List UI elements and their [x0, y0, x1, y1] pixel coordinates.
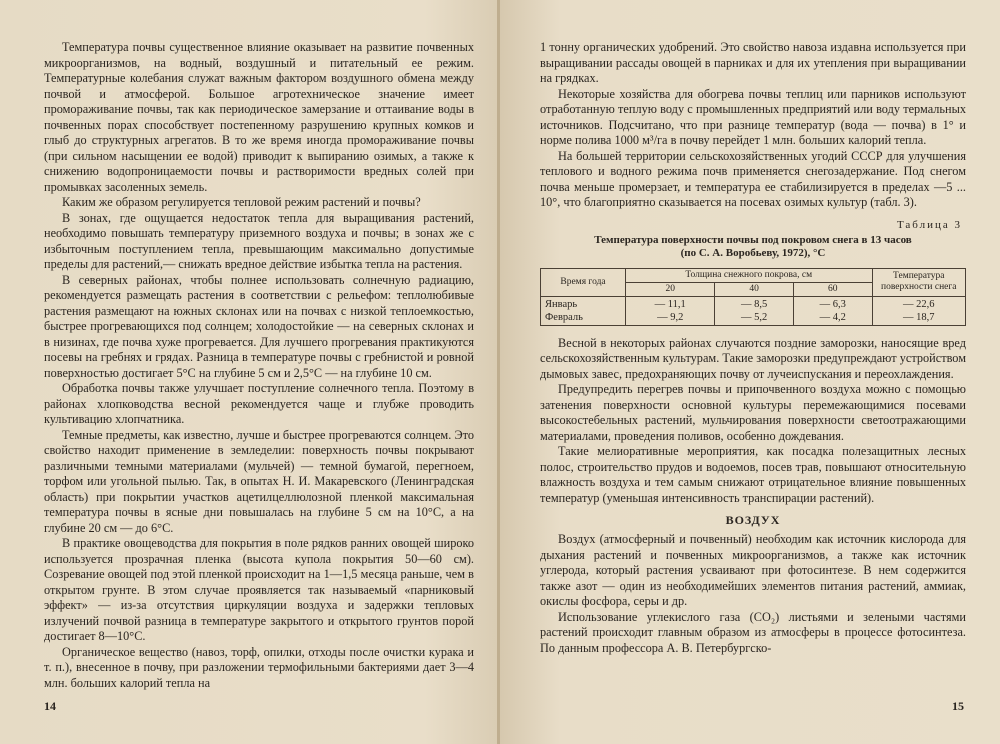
page-number: 15 [952, 699, 964, 713]
paragraph: 1 тонну органических удобрений. Это свойство навоза издавна используется при выращивании рассады овощей в парниках и для их утепления при выращивании на грядках. [540, 40, 966, 85]
paragraph: В северных районах, чтобы полнее использовать солнечную радиацию, рекомендуется размещать растения в соответствии с рельефом: теплолюбивые растения размещают на южных склонах или на почвах с низкой теплоемкостью, быстрее прогревающихся под солнцем; холодостойкие — на северных склонах и в низинах, где почва хуже прогревается. Для лучшего прогревания практикуются посевы на гребнях и грядах. Разница в температуре почвы с гребнистой и ровной поверхностью достигает 5°С на глубине 5 см и 2,5°С — на глубине 10 см. [44, 272, 474, 380]
table-value: — 9,2 [657, 311, 684, 323]
table-cell-month [541, 296, 626, 325]
right-page [500, 0, 1000, 744]
table-row [541, 296, 966, 325]
table-value: — 6,3 [819, 298, 846, 310]
snow-temperature-table [540, 268, 966, 326]
month-label: Январь [545, 298, 578, 310]
table-header-snow-temp: Температура поверхности снега [872, 268, 966, 296]
table-header-season: Время года [541, 268, 626, 296]
month-label: Февраль [545, 311, 583, 323]
paragraph: Некоторые хозяйства для обогрева почвы теплиц или парников используют отработанную теплую воду с промышленных предприятий или воду термальных источников. Подсчитано, что при разнице температур (вода — почва) в 1° и норме полива 1000 м³/га в почву перейдет 1 млн. больших калорий тепла. [540, 86, 966, 147]
table-subheader: 60 [793, 282, 872, 296]
section-title: ВОЗДУХ [725, 513, 781, 527]
paragraph: Темные предметы, как известно, лучше и быстрее прогреваются солнцем. Это свойство находит применение в земледелии: поверхность почвы покрывают различными темными материалами (мульчей) — темной бумагой, перегноем, торфом или угольной пылью. Так, в опытах Н. И. Макаревского (Ленинградская область) при покрытии участков ацетилцеллюлозной пленкой максимальная температура почвы в ясные дни повышалась на глубине 5 см на 10°С, а на глубине 20 см — до 6°С. [44, 427, 474, 535]
paragraph: Обработка почвы также улучшает поступление солнечного тепла. Поэтому в районах хлопководства весной рекомендуется чаще и глубже проводить культивацию хлопчатника. [44, 381, 474, 426]
paragraph: Весной в некоторых районах случаются поздние заморозки, наносящие вред сельскохозяйственным культурам. Такие заморозки предупреждают устройством дымовых завес, предохраняющих почву от лучеиспускания и переохлаждения. [540, 335, 966, 381]
table-caption-line: (по С. А. Воробьеву, 1972), °С [680, 247, 826, 259]
table-cell [793, 296, 872, 325]
table-value: — 11,1 [654, 298, 686, 310]
table-value: — 5,2 [741, 311, 768, 323]
paragraph: Использование углекислого газа (CO₂) листьями и зелеными частями растений происходит главным образом из атмосферы в процессе фотосинтеза. По данным профессора А. В. Петербургско- [540, 609, 966, 655]
table-value: — 18,7 [903, 311, 935, 323]
paragraph: Предупредить перегрев почвы и припочвенного воздуха можно с помощью затенения поверхности основной культуры перемежающимися посевами высокостебельных растений, мульчирования поверхности светоотражающими материалами, проведения поливов, особенно дождевания. [540, 382, 966, 443]
paragraph: В зонах, где ощущается недостаток тепла для выращивания растений, необходимо повышать температуру приземного воздуха и почвы; в зонах же с избыточным поступлением тепла, превышающим максимально допустимые пределы для растений,— снижать вредное действие избытка тепла на растения. [44, 210, 474, 271]
table-caption-line: Температура поверхности почвы под покровом снега в 13 часов [594, 233, 912, 246]
paragraph: На большей территории сельскохозяйственных угодий СССР для улучшения теплового и водного режима почв применяется снегозадержание. Под снегом почва меньше промерзает, и температура ее стабилизируется в пределах —5 ... 10°, что благоприятно сказывается на посевах озимых культур (табл. 3). [540, 148, 966, 209]
table-cell [626, 296, 715, 325]
paragraph: Каким же образом регулируется тепловой режим растений и почвы? [62, 195, 421, 209]
paragraph: Температура почвы существенное влияние оказывает на развитие почвенных микроорганизмов, на водный, воздушный и питательный ее режим. Температурные колебания служат важным фактором воздушного обмена между почвой и атмосферой. Большое агротехническое значение имеет промораживание почвы, так как периодическое замерзание и оттаивание воды в почвенных порах способствует постепенному разрушению крупных комков и глыб до структурных агрегатов. В то же время иногда промораживание почвы (при сильном насыщении ее водой) приводит к выпиранию озимых, а также к снижению водопроницаемости почвы и растворимости вредных солей при промывках засоленных земель. [44, 40, 474, 194]
paragraph: Органическое вещество (навоз, торф, опилки, отходы после очистки курака и т. п.), внесенное в почву, при разложении термофильными бактериями дает 3—4 млн. больших калорий тепла на [44, 644, 474, 690]
table-subheader: 20 [626, 282, 715, 296]
table-cell [872, 296, 966, 325]
paragraph: Воздух (атмосферный и почвенный) необходим как источник кислорода для дыхания растений и почвенных микроорганизмов, а также как источник углерода, который растения усваивают при фотосинтезе. В нем содержится также азот — один из необходимейших элементов питания растений, аммиак, окислы фосфора, серы и др. [540, 532, 966, 608]
table-caption [540, 234, 966, 261]
table-value: — 8,5 [741, 298, 768, 310]
paragraph: В практике овощеводства для покрытия в поле рядков ранних овощей широко используется прозрачная пленка (высота купола покрытия 50—60 см). Созревание овощей под этой пленкой происходит на 1—1,5 месяца раньше, чем в открытом грунте. В этом случае проявляется так называемый «парниковый эффект» — из-за отсутствия циркуляции воздуха и задержки тепловых излучений почвой разница в температуре закрытого и открытого грунтов порой достигает 8—10°С. [44, 536, 474, 643]
paragraph: Такие мелиоративные мероприятия, как посадка полезащитных лесных полос, строительство прудов и водоемов, посев трав, повышают относительную влажность воздуха и тем самым снижают отрицательное влияние повышенных температур (уменьшая интенсивность транспирации растений). [540, 444, 966, 505]
table-cell [715, 296, 794, 325]
page-number: 14 [44, 699, 56, 713]
table-value: — 4,2 [819, 311, 846, 323]
table-value: — 22,6 [903, 298, 935, 310]
table-subheader: 40 [715, 282, 794, 296]
table-label: Таблица 3 [896, 218, 962, 231]
table-header-thickness: Толщина снежного покрова, см [626, 268, 873, 282]
